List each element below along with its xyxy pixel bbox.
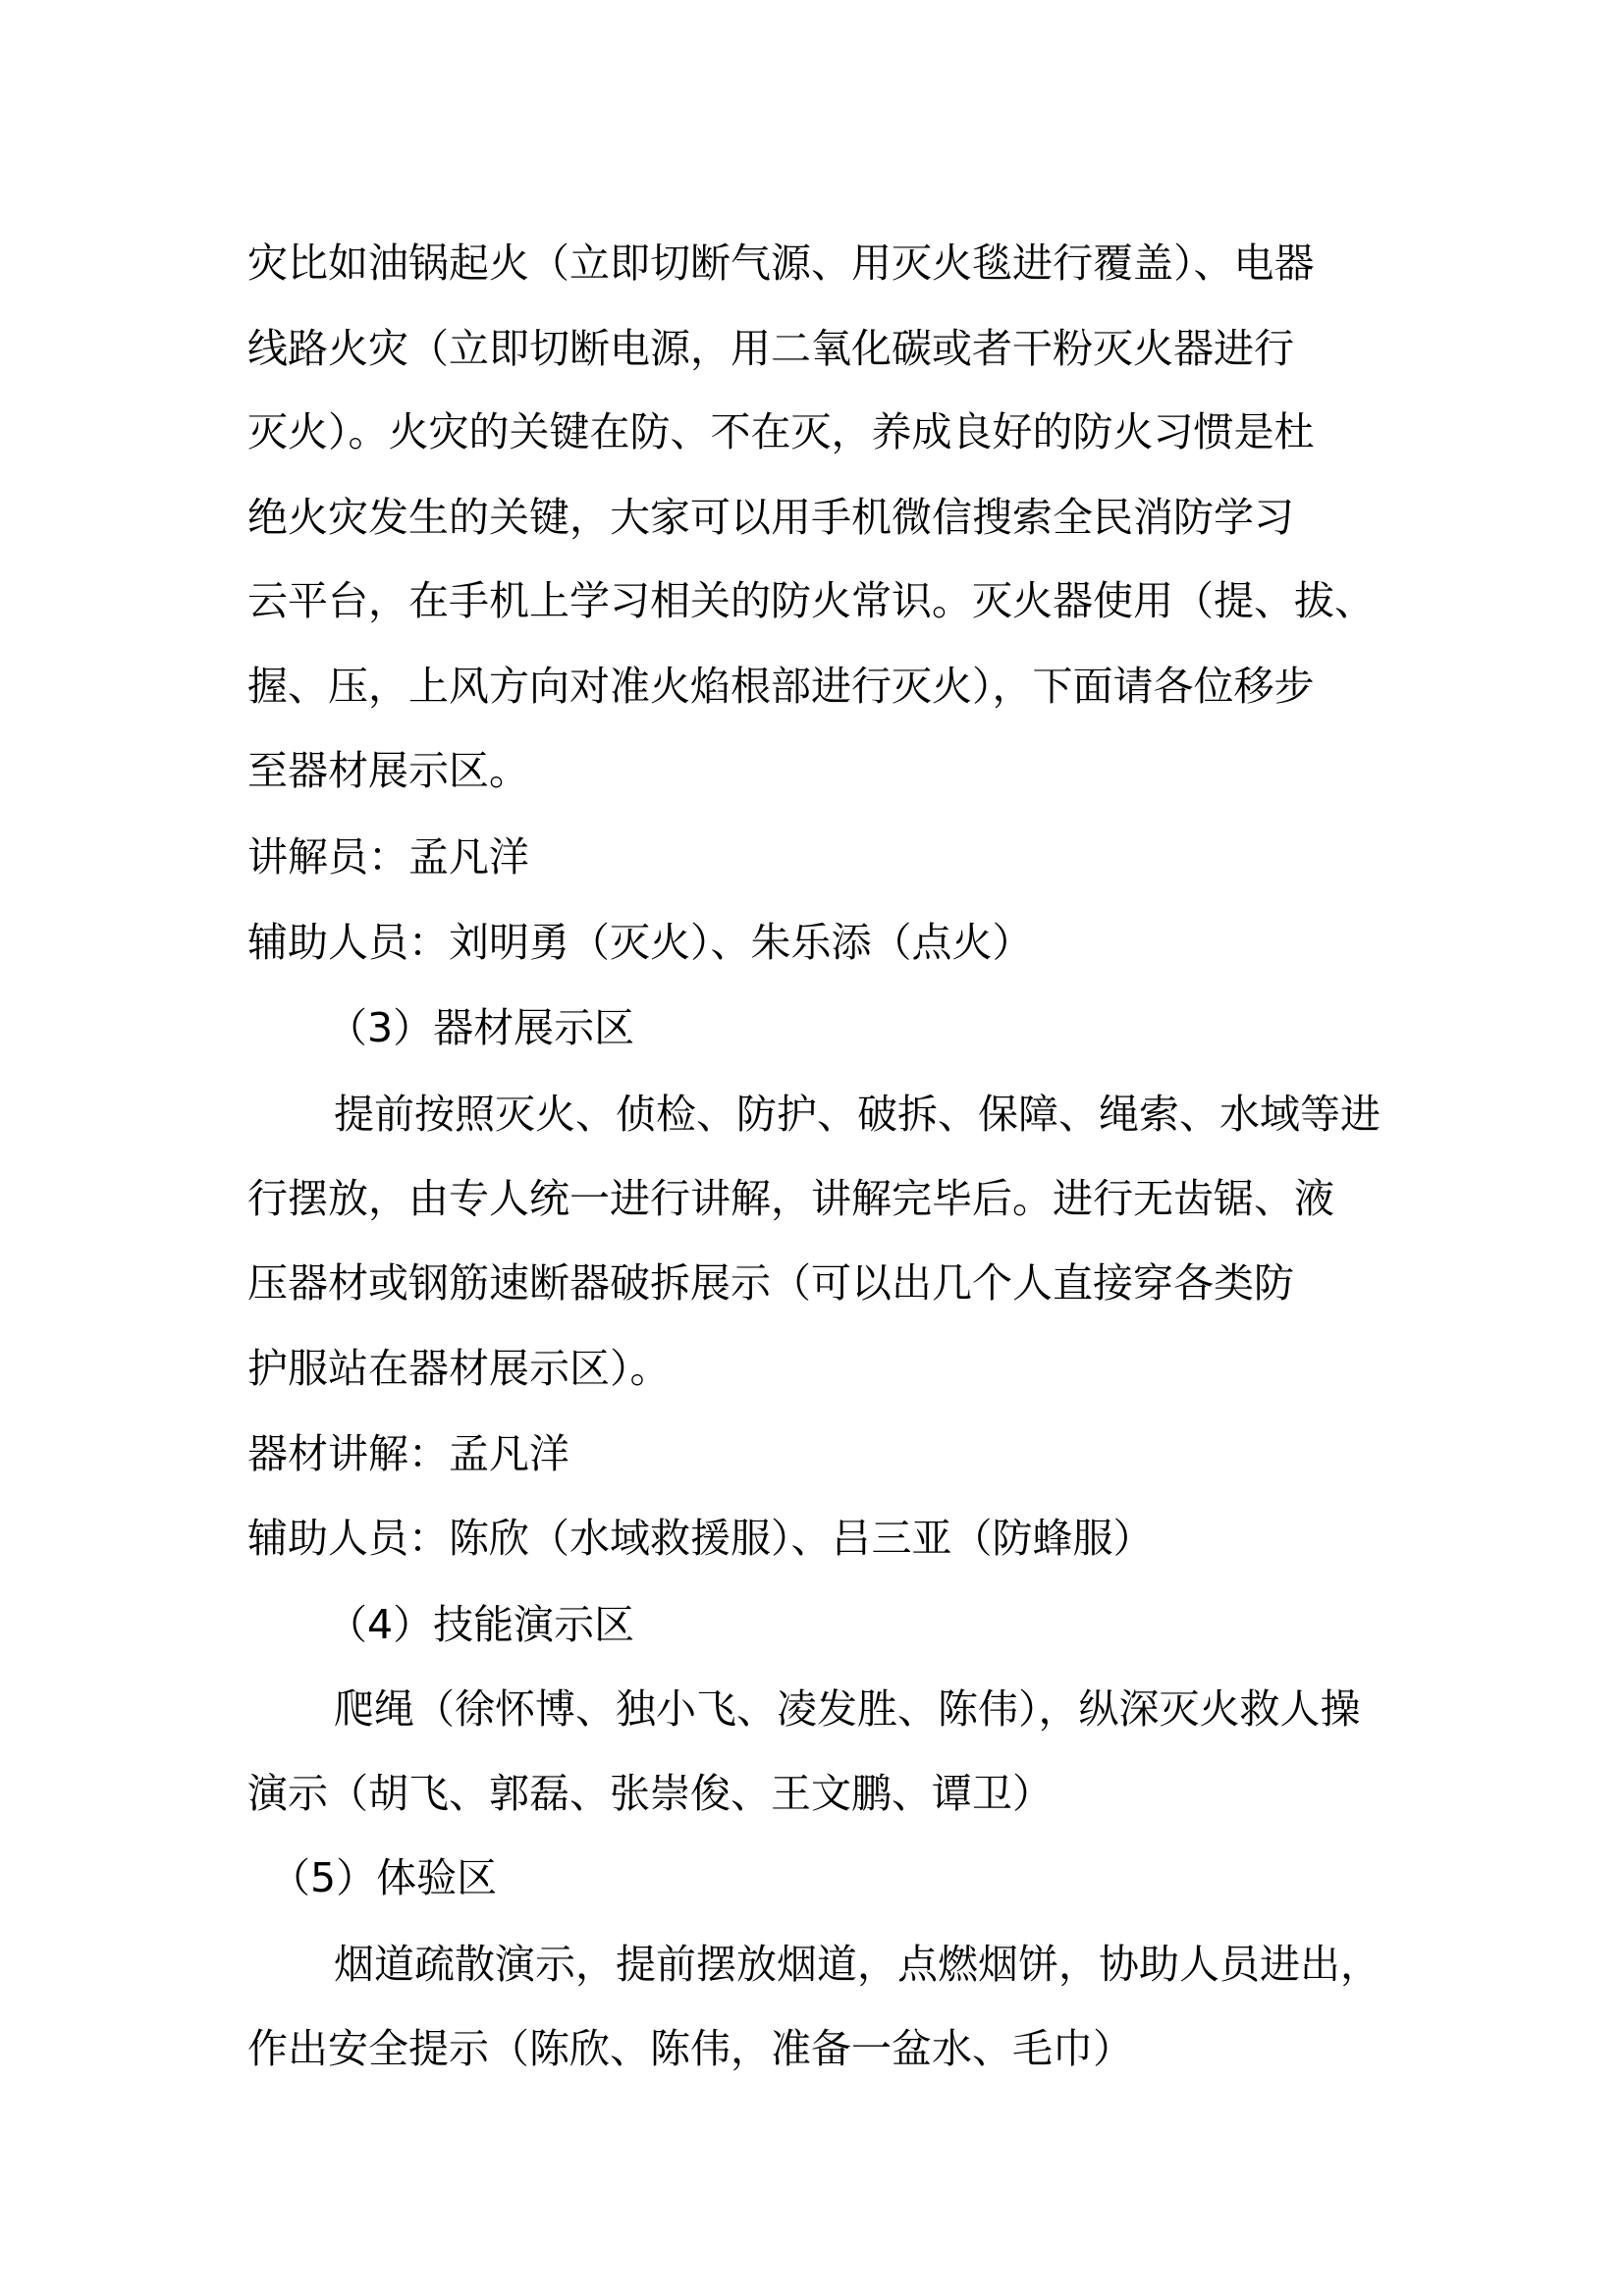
assistants-line: 辅助人员：刘明勇（灭火）、朱乐添（点火） <box>247 919 1033 966</box>
section-heading: （3）器材展示区 <box>327 1004 635 1051</box>
paragraph-line: 烟道疏散演示，提前摆放烟道，点燃烟饼，协助人员进出， <box>334 1941 1380 1988</box>
paragraph-line: 演示（胡飞、郭磊、张崇俊、王文鹏、谭卫） <box>247 1770 1053 1817</box>
paragraph-line: 提前按照灭火、侦检、防护、破拆、保障、绳索、水域等进 <box>334 1091 1380 1138</box>
paragraph-line: 至器材展示区。 <box>247 747 529 794</box>
paragraph-line: 绝火灾发生的关键，大家可以用手机微信搜索全民消防学习 <box>247 494 1294 541</box>
section-heading: （4）技能演示区 <box>327 1601 635 1648</box>
paragraph-line: 灭火）。火灾的关键在防、不在灭，养成良好的防火习惯是杜 <box>247 408 1315 455</box>
paragraph-line: 云平台，在手机上学习相关的防火常识。灭火器使用（提、拔、 <box>247 577 1375 624</box>
narrator-line: 讲解员：孟凡洋 <box>247 833 529 881</box>
paragraph-line: 线路火灾（立即切断电源，用二氧化碳或者干粉灭火器进行 <box>247 325 1294 372</box>
paragraph-line: 灾比如油锅起火（立即切断气源、用灭火毯进行覆盖）、电器 <box>247 240 1315 287</box>
paragraph-line: 护服站在器材展示区）。 <box>247 1345 671 1392</box>
paragraph-line: 压器材或钢筋速断器破拆展示（可以出几个人直接穿各类防 <box>247 1259 1294 1307</box>
paragraph-line: 爬绳（徐怀博、独小飞、凌发胜、陈伟），纵深灭火救人操 <box>334 1685 1361 1733</box>
assistants-line: 辅助人员：陈欣（水域救援服）、吕三亚（防蜂服） <box>247 1515 1154 1562</box>
paragraph-line: 作出安全提示（陈欣、陈伟，准备一盆水、毛巾） <box>247 2025 1133 2072</box>
paragraph-line: 握、压，上风方向对准火焰根部进行灭火），下面请各位移步 <box>247 663 1315 710</box>
section-heading: （5）体验区 <box>270 1854 498 1901</box>
paragraph-line: 行摆放，由专人统一进行讲解，讲解完毕后。进行无齿锯、液 <box>247 1175 1334 1222</box>
narrator-line: 器材讲解：孟凡洋 <box>247 1430 569 1477</box>
